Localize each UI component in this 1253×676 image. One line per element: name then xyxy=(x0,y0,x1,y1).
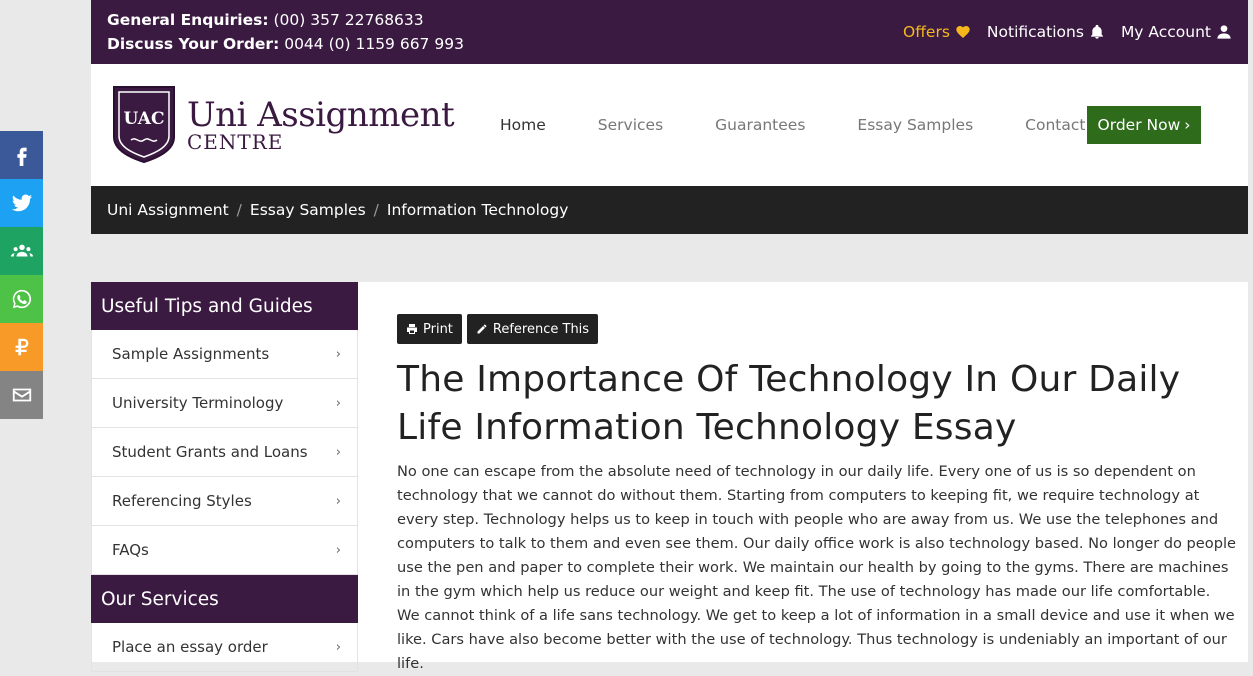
breadcrumb-essay-samples[interactable]: Essay Samples xyxy=(249,201,366,219)
contact-info xyxy=(107,8,464,56)
order-phone[interactable]: 0044 (0) 1159 667 993 xyxy=(279,35,464,53)
logo-line2: CENTRE xyxy=(187,130,284,154)
nav-essay-samples[interactable]: Essay Samples xyxy=(857,116,974,134)
breadcrumb-separator: / xyxy=(236,201,242,219)
logo-text xyxy=(187,95,455,154)
sidebar-heading-guides: Useful Tips and Guides xyxy=(91,282,358,330)
my-account-label: My Account xyxy=(1120,23,1211,41)
whatsapp-share-button[interactable] xyxy=(0,275,43,323)
offers-link[interactable] xyxy=(903,23,971,41)
facebook-share-button[interactable] xyxy=(0,131,43,179)
article-actions xyxy=(397,314,1237,344)
offers-label: Offers xyxy=(903,23,950,41)
print-button[interactable] xyxy=(397,314,462,344)
chevron-right-icon: › xyxy=(335,444,341,460)
logo-line1: Uni Assignment xyxy=(187,95,455,135)
breadcrumb-home[interactable]: Uni Assignment xyxy=(107,201,229,219)
print-label: Print xyxy=(423,321,453,337)
sidebar-item-label: Student Grants and Loans xyxy=(112,443,308,461)
page-container xyxy=(91,0,1248,672)
enquiries-phone[interactable]: (00) 357 22768633 xyxy=(268,11,424,29)
content-area xyxy=(91,282,1248,672)
enquiries-label: General Enquiries: xyxy=(107,11,269,29)
sidebar-item-label: Place an essay order xyxy=(112,638,268,656)
notifications-label: Notifications xyxy=(986,23,1084,41)
breadcrumb-separator: / xyxy=(373,201,379,219)
article-body: No one can escape from the absolute need of technology in our daily life. Every one of us is so dependent on technology that we cannot do without them. Starting from computers to keeping fit, we require technology at every step. Technology helps us to keep in touch with people who are away from us. We use the telephones and computers to talk to them and even see them. Our daily office work is also technology based. No longer do people use the pen and paper to complete their work. We maintain our health by going to the gyms. There are machines in the gym which help us reduce our weight and keep fit. The use of technology has made our life comfortable. We cannot think of a life sans technology. We get to keep a lot of information in a small device and use it when we like. Cars have also become better with the use of technology. Thus technology is undeniably an important of our life. xyxy=(397,463,1237,672)
whatsapp-icon xyxy=(11,288,33,310)
sidebar-heading-services: Our Services xyxy=(91,575,358,623)
nav-home[interactable]: Home xyxy=(500,116,546,134)
twitter-share-button[interactable] xyxy=(0,179,43,227)
site-logo[interactable] xyxy=(111,84,454,164)
sidebar-item-faqs[interactable] xyxy=(91,526,358,575)
heart-icon xyxy=(955,24,971,40)
order-now-label: Order Now xyxy=(1097,116,1181,134)
sidebar-item-place-order[interactable] xyxy=(91,623,358,672)
twitter-icon xyxy=(11,192,33,214)
top-nav xyxy=(903,23,1232,41)
order-label: Discuss Your Order: xyxy=(107,35,280,53)
chevron-right-icon: › xyxy=(335,493,341,509)
bell-icon xyxy=(1089,24,1105,40)
breadcrumb xyxy=(91,186,1248,234)
nav-services[interactable]: Services xyxy=(597,116,664,134)
chevron-right-icon: › xyxy=(335,395,341,411)
sidebar-item-university-terminology[interactable] xyxy=(91,379,358,428)
breadcrumb-current: Information Technology xyxy=(386,201,569,219)
reference-label: Reference This xyxy=(492,321,590,337)
group-share-button[interactable] xyxy=(0,227,43,275)
site-header xyxy=(91,64,1248,186)
ruble-share-icon xyxy=(11,336,33,358)
reference-this-button[interactable] xyxy=(467,314,598,344)
article-title: The Importance Of Technology In Our Daily Life Information Technology Essay xyxy=(397,359,1181,448)
my-account-link[interactable] xyxy=(1121,23,1232,41)
chevron-right-icon: › xyxy=(335,346,341,362)
sidebar-item-label: Referencing Styles xyxy=(112,492,252,510)
nav-contact[interactable]: Contact xyxy=(1025,116,1086,134)
sidebar-item-label: FAQs xyxy=(112,541,149,559)
email-share-button[interactable] xyxy=(0,371,43,419)
chevron-right-icon: › xyxy=(335,542,341,558)
nav-guarantees[interactable]: Guarantees xyxy=(715,116,806,134)
chevron-right-icon: › xyxy=(1184,116,1191,134)
uac-shield-icon xyxy=(111,84,177,164)
sidebar-item-label: University Terminology xyxy=(112,394,284,412)
logo-mark: UAC xyxy=(123,109,165,129)
user-icon xyxy=(1216,24,1232,40)
sidebar xyxy=(91,282,358,672)
main-nav xyxy=(500,64,1137,186)
sidebar-item-label: Sample Assignments xyxy=(112,345,270,363)
notifications-link[interactable] xyxy=(987,23,1105,41)
pencil-icon xyxy=(476,323,488,335)
envelope-icon xyxy=(11,384,33,406)
order-now-button[interactable] xyxy=(1087,106,1201,144)
printer-icon xyxy=(406,323,418,335)
top-bar xyxy=(91,0,1248,64)
share-button[interactable] xyxy=(0,323,43,371)
article xyxy=(397,314,1237,676)
facebook-icon xyxy=(11,144,33,166)
group-icon xyxy=(11,240,33,262)
chevron-right-icon: › xyxy=(335,639,341,655)
sidebar-item-referencing-styles[interactable] xyxy=(91,477,358,526)
sidebar-item-student-grants[interactable] xyxy=(91,428,358,477)
sidebar-item-sample-assignments[interactable] xyxy=(91,330,358,379)
social-share-bar xyxy=(0,131,43,419)
